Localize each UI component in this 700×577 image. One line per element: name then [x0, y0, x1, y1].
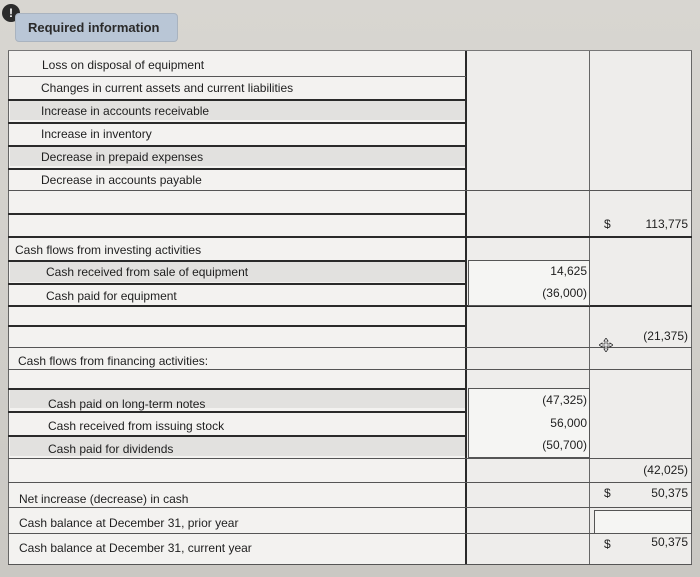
- operating-row-label: Loss on disposal of equipment: [42, 58, 205, 72]
- financing-row-value: (47,325): [542, 393, 587, 407]
- current-balance-label: Cash balance at December 31, current year: [19, 541, 252, 555]
- investing-row-label: Cash paid for equipment: [46, 289, 177, 303]
- investing-row-value: (36,000): [542, 286, 587, 300]
- operating-row-label: Increase in inventory: [41, 127, 152, 141]
- financing-row-value: (50,700): [542, 438, 587, 452]
- operating-row-label: Decrease in prepaid expenses: [41, 150, 204, 164]
- investing-total-value: (21,375): [643, 329, 688, 343]
- financing-row-value: 56,000: [550, 416, 587, 430]
- financing-row-label: Cash received from issuing stock: [48, 419, 225, 433]
- alert-icon: !: [2, 4, 20, 22]
- financing-row-label: Cash paid for dividends: [48, 442, 174, 456]
- prior-balance-label: Cash balance at December 31, prior year: [19, 516, 239, 530]
- financing-total-value: (42,025): [643, 463, 688, 477]
- required-information-tab[interactable]: [15, 13, 178, 42]
- operating-total-dollar: $: [604, 217, 611, 231]
- investing-row-label: Cash received from sale of equipment: [46, 265, 249, 279]
- net-change-label: Net increase (decrease) in cash: [19, 492, 189, 506]
- operating-row-label: Changes in current assets and current liabilities: [41, 81, 294, 95]
- financing-row-label: Cash paid on long-term notes: [48, 397, 206, 411]
- operating-total-value: 113,775: [645, 217, 688, 231]
- required-information-label: Required information: [28, 20, 160, 35]
- move-cursor-icon: [599, 338, 613, 352]
- investing-heading: Cash flows from investing activities: [15, 243, 202, 257]
- net-change-dollar: $: [604, 486, 611, 500]
- operating-row-label: Decrease in accounts payable: [41, 173, 202, 187]
- investing-row-value: 14,625: [550, 264, 587, 278]
- operating-row-label: Increase in accounts receivable: [41, 104, 210, 118]
- financing-heading: Cash flows from financing activities:: [18, 354, 209, 368]
- prior-balance-input[interactable]: [594, 510, 692, 534]
- net-change-value: 50,375: [651, 486, 688, 500]
- current-balance-value: 50,375: [651, 535, 688, 549]
- current-balance-dollar: $: [604, 537, 611, 551]
